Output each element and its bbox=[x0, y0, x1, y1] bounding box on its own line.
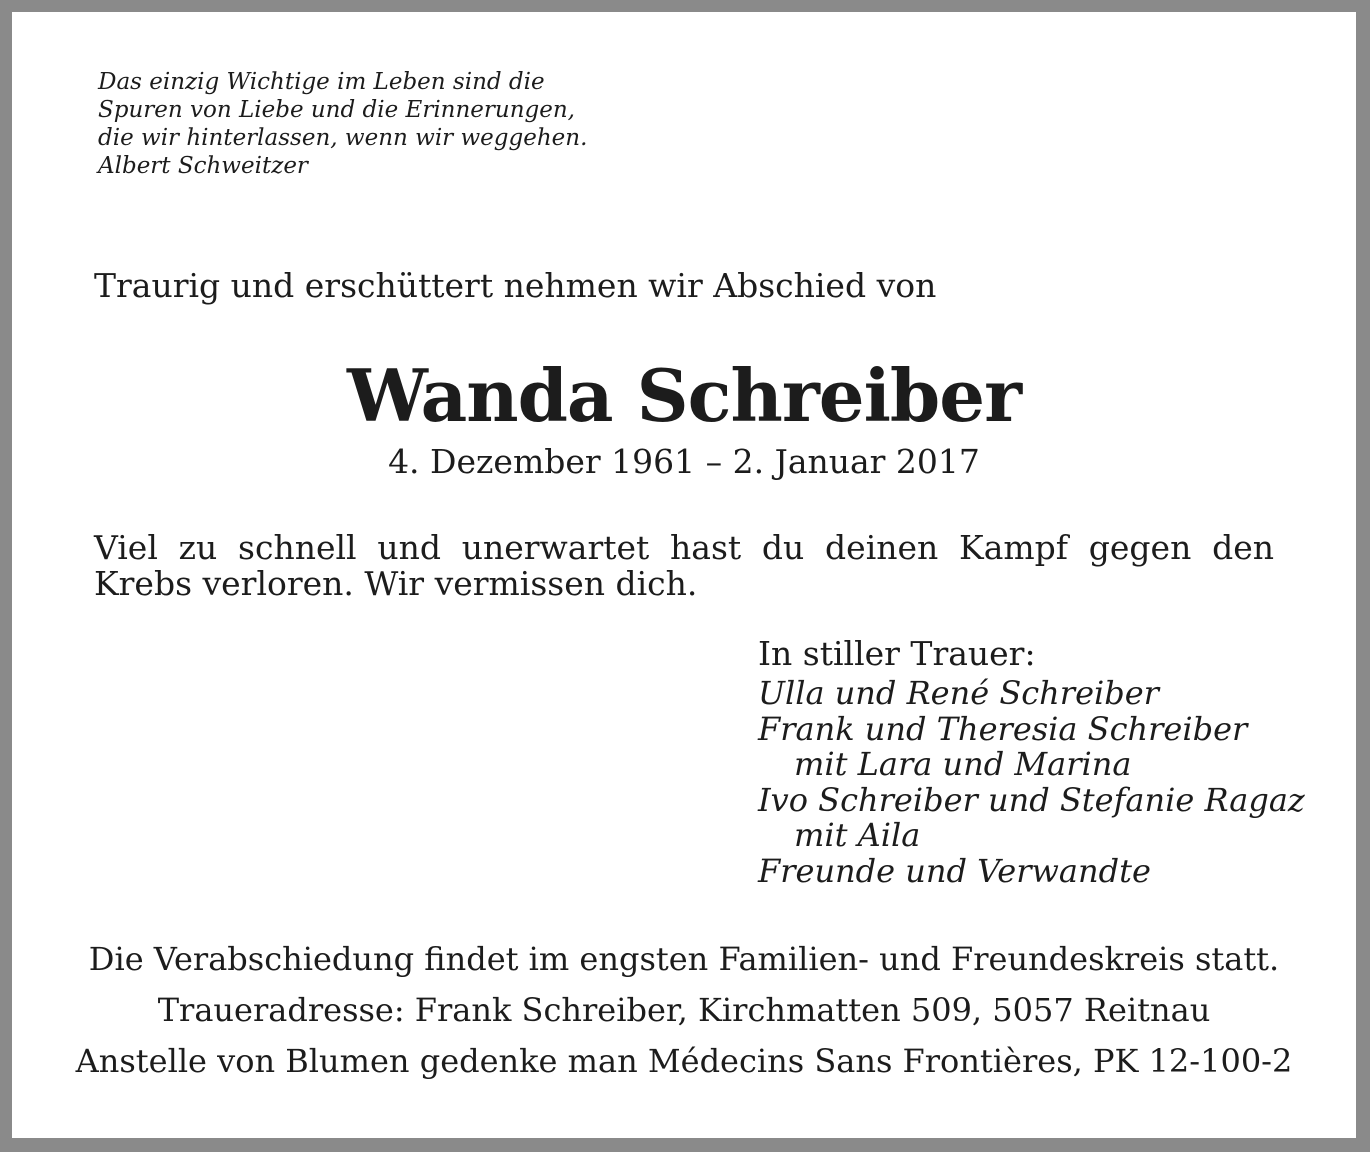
quote-line: Das einzig Wichtige im Leben sind die bbox=[98, 69, 545, 95]
farewell-message: Viel zu schnell und unerwartet hast du deinen Kampf gegen den Krebs verloren. Wir vermissen dich. bbox=[94, 528, 1274, 603]
mourner-line: mit Aila bbox=[794, 816, 921, 854]
obituary-card bbox=[12, 12, 1356, 1138]
footer-block bbox=[12, 934, 1356, 1087]
deceased-name: Wanda Schreiber bbox=[346, 353, 1022, 438]
ceremony-note: Die Verabschiedung findet im engsten Familien- und Freundeskreis statt. bbox=[88, 940, 1280, 978]
donation-note: Anstelle von Blumen gedenke man Médecins Sans Frontières, PK 12-100-2 bbox=[75, 1042, 1293, 1080]
mourner-line: mit Lara und Marina bbox=[794, 745, 1132, 783]
quote-author: Albert Schweitzer bbox=[98, 153, 308, 179]
mourners-title: In stiller Trauer: bbox=[758, 634, 1036, 673]
mourner-line: Ulla und René Schreiber bbox=[758, 674, 1159, 712]
intro-text: Traurig und erschüttert nehmen wir Abschied von bbox=[94, 266, 937, 305]
mourner-line: Ivo Schreiber und Stefanie Ragaz bbox=[758, 780, 1305, 819]
mourning-address: Traueradresse: Frank Schreiber, Kirchmatten 509, 5057 Reitnau bbox=[157, 991, 1211, 1029]
mourner-line: Frank und Theresia Schreiber bbox=[758, 709, 1248, 748]
mourner-line: Freunde und Verwandte bbox=[758, 851, 1151, 890]
quote-line: die wir hinterlassen, wenn wir weggehen. bbox=[98, 125, 588, 151]
quote-block bbox=[98, 68, 798, 180]
quote-line: Spuren von Liebe und die Erinnerungen, bbox=[98, 97, 575, 123]
mourners-block bbox=[758, 634, 1318, 889]
life-dates: 4. Dezember 1961 – 2. Januar 2017 bbox=[388, 442, 980, 481]
